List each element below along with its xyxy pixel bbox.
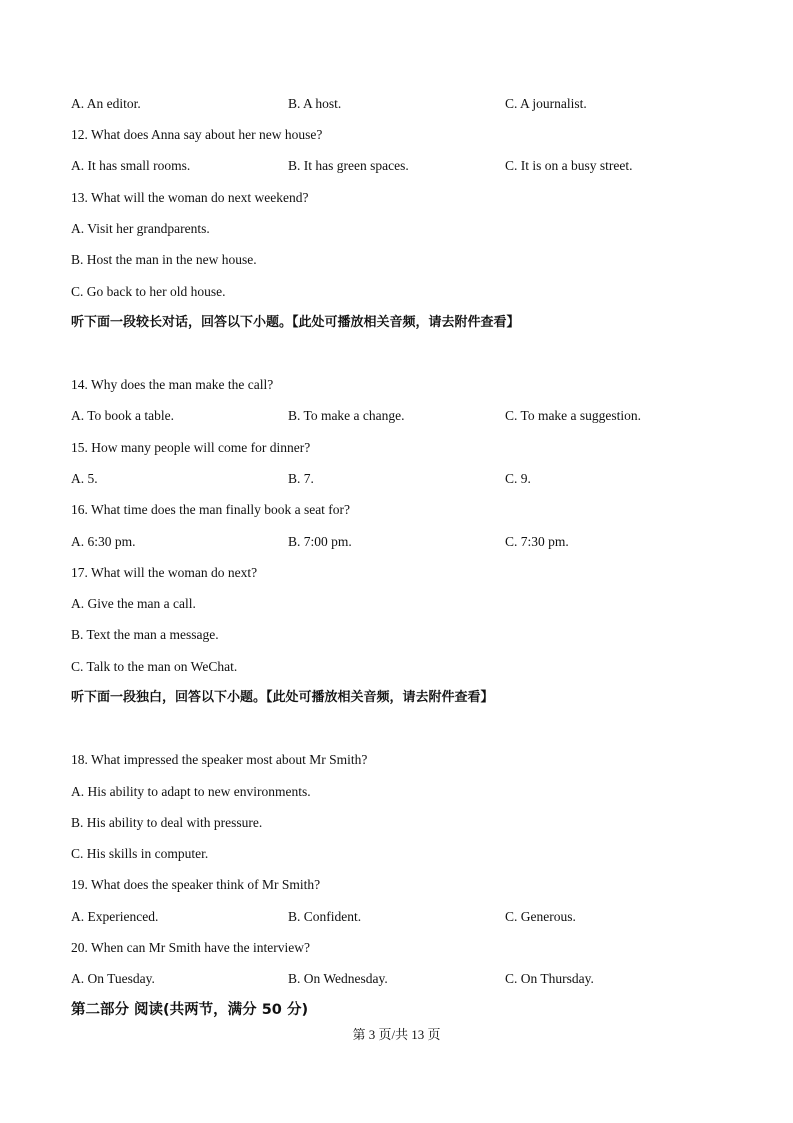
q19-option-a: A. Experienced. (71, 909, 159, 924)
q14-option-c: C. To make a suggestion. (505, 408, 642, 423)
q13-option-c: C. Go back to her old house. (71, 284, 226, 299)
q20-option-b: B. On Wednesday. (288, 971, 388, 986)
q17-option-a: A. Give the man a call. (71, 596, 196, 611)
q16-option-a: A. 6:30 pm. (71, 534, 136, 549)
q18-question: 18. What impressed the speaker most about Mr Smith? (71, 752, 368, 767)
q12-option-a: A. It has small rooms. (71, 158, 191, 173)
listening-instruction-dialogue: 听下面一段较长对话，回答以下小题。【此处可播放相关音频，请去附件查看】 (71, 315, 520, 330)
q12-option-c: C. It is on a busy street. (505, 158, 633, 173)
q15-option-c: C. 9. (505, 471, 531, 486)
q16-option-c: C. 7:30 pm. (505, 534, 569, 549)
q19-option-c: C. Generous. (505, 909, 576, 924)
page-footer: 第 3 页/共 13 页 (352, 1027, 441, 1042)
q14-option-a: A. To book a table. (71, 408, 175, 423)
q18-option-b: B. His ability to deal with pressure. (71, 815, 263, 830)
q11-option-a: A. An editor. (71, 96, 141, 111)
q14-question: 14. Why does the man make the call? (71, 377, 274, 392)
listening-instruction-monologue: 听下面一段独白，回答以下小题。【此处可播放相关音频，请去附件查看】 (71, 690, 494, 705)
q13-option-b: B. Host the man in the new house. (71, 252, 257, 267)
q11-option-b: B. A host. (288, 96, 342, 111)
q12-option-b: B. It has green spaces. (288, 158, 409, 173)
q15-question: 15. How many people will come for dinner? (71, 440, 311, 455)
q12-question: 12. What does Anna say about her new house? (71, 127, 323, 142)
q20-option-a: A. On Tuesday. (71, 971, 155, 986)
q20-question: 20. When can Mr Smith have the interview? (71, 940, 310, 955)
q14-option-b: B. To make a change. (288, 408, 405, 423)
q17-option-b: B. Text the man a message. (71, 627, 219, 642)
q18-option-a: A. His ability to adapt to new environments. (71, 784, 311, 799)
q19-question: 19. What does the speaker think of Mr Smith? (71, 877, 321, 892)
q15-option-a: A. 5. (71, 471, 98, 486)
q20-option-c: C. On Thursday. (505, 971, 594, 986)
q17-question: 17. What will the woman do next? (71, 565, 258, 580)
q19-option-b: B. Confident. (288, 909, 362, 924)
q17-option-c: C. Talk to the man on WeChat. (71, 659, 238, 674)
q13-question: 13. What will the woman do next weekend? (71, 190, 309, 205)
q16-question: 16. What time does the man finally book a seat for? (71, 502, 351, 517)
q16-option-b: B. 7:00 pm. (288, 534, 352, 549)
part2-heading: 第二部分 阅读(共两节，满分 50 分) (71, 1002, 309, 1018)
q11-option-c: C. A journalist. (505, 96, 587, 111)
q15-option-b: B. 7. (288, 471, 314, 486)
q18-option-c: C. His skills in computer. (71, 846, 209, 861)
q13-option-a: A. Visit her grandparents. (71, 221, 210, 236)
